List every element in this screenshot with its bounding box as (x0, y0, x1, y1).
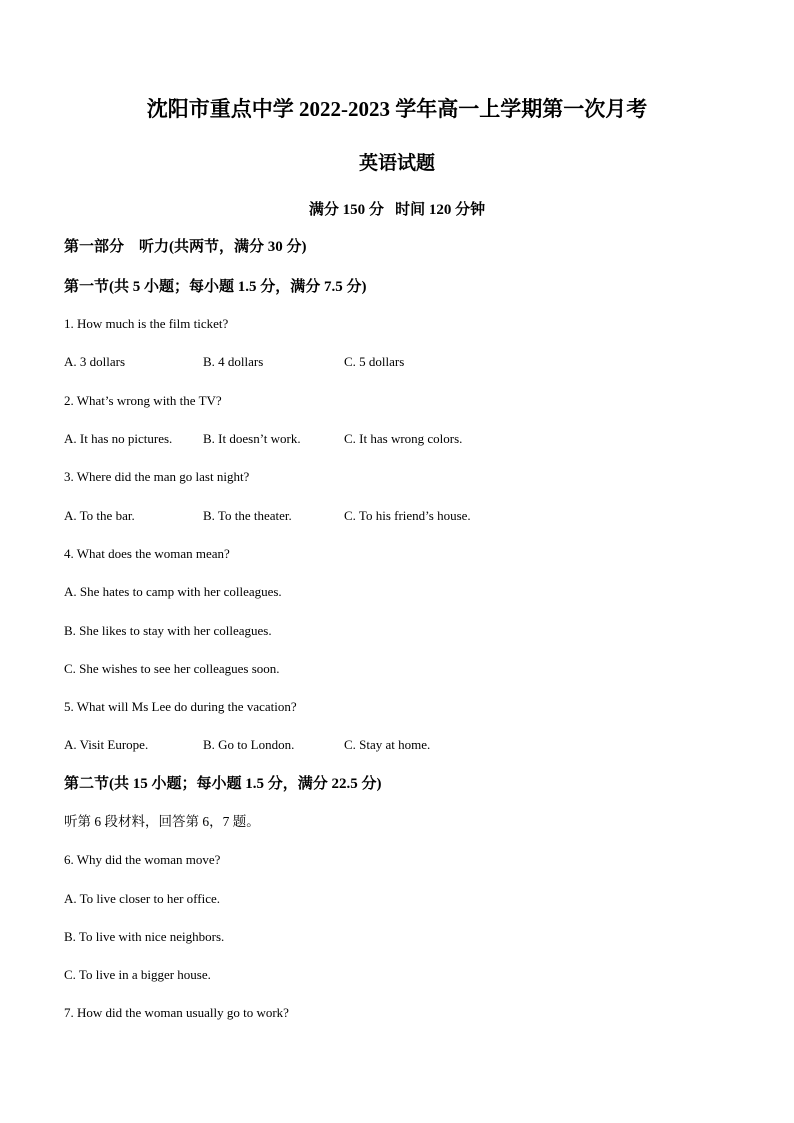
q3-option-a: A. To the bar. (64, 508, 135, 523)
q3-option-c: C. To his friend’s house. (344, 508, 471, 523)
q1-option-a: A. 3 dollars (64, 354, 126, 369)
q1-option-b: B. 4 dollars (203, 354, 264, 369)
exam-score-time: 满分 150 分 时间 120 分钟 (308, 202, 486, 218)
q2-option-a: A. It has no pictures. (64, 431, 173, 446)
q2-option-b: B. It doesn’t work. (203, 431, 301, 446)
q4-option-a: A. She hates to camp with her colleagues. (64, 584, 282, 599)
q6-option-b: B. To live with nice neighbors. (64, 929, 225, 944)
exam-title: 沈阳市重点中学 2022-2023 学年高一上学期第一次月考 (146, 97, 648, 121)
q4-option-c: C. She wishes to see her colleagues soon. (64, 661, 280, 676)
q6-option-c: C. To live in a bigger house. (64, 967, 211, 982)
q2-option-c: C. It has wrong colors. (344, 431, 463, 446)
question-1: 1. How much is the film ticket? (64, 316, 229, 331)
q1-option-c: C. 5 dollars (344, 354, 405, 369)
question-6: 6. Why did the woman move? (64, 852, 221, 867)
part1-heading: 第一部分 听力(共两节，满分 30 分) (64, 239, 307, 255)
q6-option-a: A. To live closer to her office. (64, 891, 221, 906)
section1-heading: 第一节(共 5 小题；每小题 1.5 分，满分 7.5 分) (64, 279, 367, 295)
q4-option-b: B. She likes to stay with her colleagues. (64, 623, 272, 638)
q3-option-b: B. To the theater. (203, 508, 292, 523)
question-3: 3. Where did the man go last night? (64, 469, 250, 484)
question-5: 5. What will Ms Lee do during the vacation? (64, 699, 297, 714)
exam-subtitle: 英语试题 (358, 153, 435, 174)
question-7: 7. How did the woman usually go to work? (64, 1005, 289, 1020)
section2-heading: 第二节(共 15 小题；每小题 1.5 分，满分 22.5 分) (64, 776, 382, 792)
q5-option-b: B. Go to London. (203, 737, 295, 752)
section2-instruction: 听第 6 段材料，回答第 6，7 题。 (64, 814, 260, 829)
question-4: 4. What does the woman mean? (64, 546, 230, 561)
q5-option-a: A. Visit Europe. (64, 737, 149, 752)
q5-option-c: C. Stay at home. (344, 737, 431, 752)
question-2: 2. What’s wrong with the TV? (64, 393, 222, 408)
